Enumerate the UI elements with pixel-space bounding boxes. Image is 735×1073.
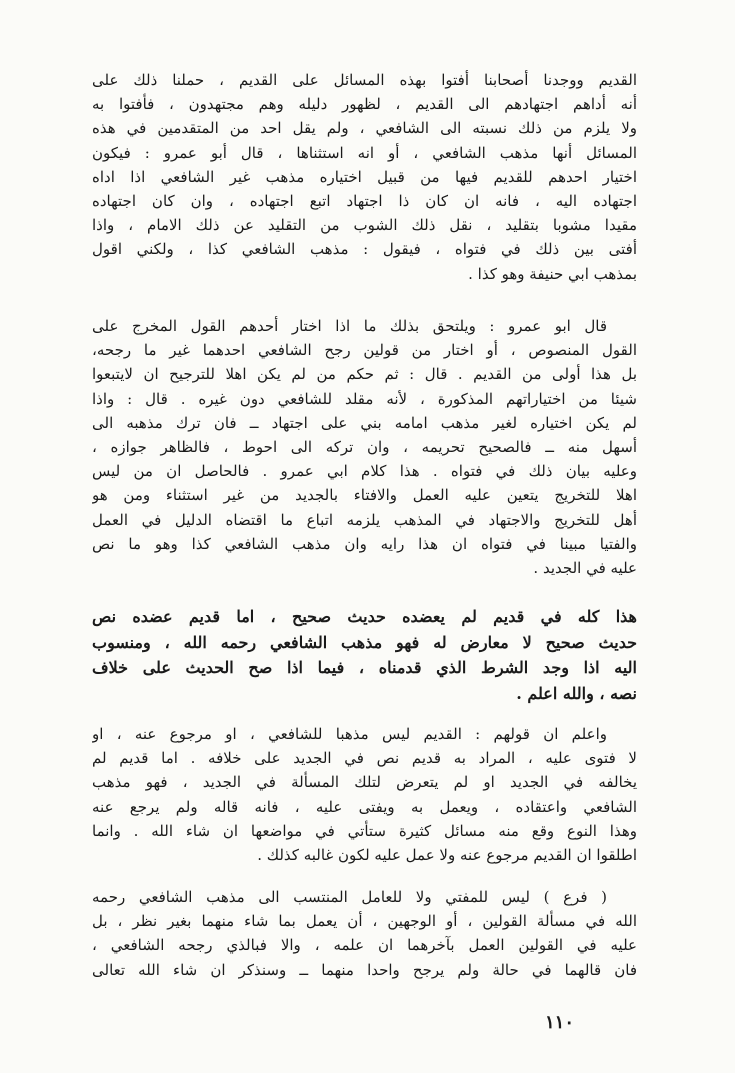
- text-line: عليه في القولين العمل بآخرهما ان علمه ، والا فبالذي رجحه الشافعي ،: [92, 936, 637, 955]
- text-line: يخالفه في الجديد او لم يتعرض لتلك المسألة في الجديد ، فهو مذهب: [92, 773, 637, 792]
- text-line: الله في مسألة القولين ، أو الوجهين ، أن يعمل بما شاء منهما بغير نظر ، بل: [92, 912, 637, 931]
- text-line: قال ابو عمرو : ويلتحق بذلك ما اذا اختار أحدهم القول المخرج على: [92, 317, 607, 335]
- text-line: أهل للتخريج والاجتهاد في المذهب يلزمه اتباع ما اقتضاه الدليل في العمل: [92, 510, 637, 529]
- text-line: اجتهاده اليه ، فانه ان كان ذا اجتهاد اتبع اجتهاده ، وان كان اجتهاده: [92, 191, 637, 210]
- text-line: اختيار احدهم للقديم فيها من قبيل اختياره مذهب غير الشافعي اذا اداه: [92, 167, 637, 186]
- text-line: ولا يلزم من ذلك نسبته الى الشافعي ، ولم يقل احد من المتقدمين في هذه: [92, 119, 637, 138]
- text-line: القول المنصوص ، أو اختار من قولين رجح الشافعي احدهما غير ما رجحه،: [92, 341, 637, 360]
- text-line: شيئا من اختياراتهم المذكورة ، لأنه مقلد للشافعي دون غيره . قال : واذا: [92, 389, 637, 408]
- text-line: بمذهب ابي حنيفة وهو كذا .: [468, 264, 637, 283]
- text-line: هذا كله في قديم لم يعضده حديث صحيح ، اما قديم عضده نص: [92, 607, 637, 626]
- text-line: وهذا النوع وقع منه مسائل كثيرة ستأتي في مواضعها ان شاء الله . وانما: [92, 821, 637, 840]
- text-line: حديث صحيح لا معارض له فهو مذهب الشافعي رحمه الله ، ومنسوب: [92, 632, 637, 652]
- text-line: لا فتوى عليه ، المراد به قديم نص في الجديد على خلافه . اما قديم لم: [92, 749, 637, 768]
- paragraph-4: [92, 722, 637, 867]
- text-line: فان قالهما في حالة ولم يرجح واحدا منهما ــ وسنذكر ان شاء الله تعالى: [92, 960, 637, 979]
- paragraph-2: [92, 314, 637, 580]
- text-line: أنه أداهم اجتهادهم الى القديم ، لظهور دليله وهم مجتهدون ، فأفتوا به: [92, 95, 637, 114]
- text-line: أسهل منه ــ فالصحيح تحريمه ، وان تركه الى احوط ، فالظاهر جوازه ،: [92, 437, 637, 456]
- text-line: الشافعي واعتقاده ، ويعمل به ويفتى عليه ، فانه قاله ولم يرجع عنه: [92, 797, 637, 816]
- text-line: أفتى بين ذلك في فتواه ، فيقول : مذهب الشافعي كذا ، ولكني اقول: [92, 240, 637, 259]
- paragraph-1: [92, 68, 637, 286]
- text-line: وعليه بيان ذلك في فتواه . هذا كلام ابي عمرو . فالحاصل ان من ليس: [92, 462, 637, 481]
- text-line: عليه في الجديد .: [533, 558, 637, 577]
- text-line: اطلقوا ان القديم مرجوع عنه ولا عمل عليه لكون غالبه كذلك .: [257, 845, 637, 864]
- text-line: المسائل أنها مذهب الشافعي ، أو انه استثناها ، قال أبو عمرو : فيكون: [92, 143, 637, 162]
- page-number: ١١٠: [545, 1012, 575, 1033]
- text-line: اليه اذا وجد الشرط الذي قدمناه ، فيما اذا صح الحديث على خلاف: [92, 658, 637, 677]
- text-line: والفتيا مبينا في فتواه ان هذا رايه وان مذهب الشافعي كذا وهو ما نص: [92, 534, 637, 553]
- text-line: نصه ، والله اعلم .: [516, 683, 637, 703]
- text-line: ( فرع ) ليس للمفتي ولا للعامل المنتسب الى مذهب الشافعي رحمه: [92, 888, 607, 906]
- text-line: واعلم ان قولهم : القديم ليس مذهبا للشافعي ، او مرجوع عنه ، او: [92, 725, 607, 743]
- text-line: لم يكن اختياره لغير مذهب امامه بني على اجتهاد ــ فان ترك مذهبه الى: [92, 413, 637, 432]
- text-line: مقيدا مشوبا بتقليد ، نقل ذلك الشوب من التقليد عن ذلك الامام ، واذا: [92, 216, 637, 235]
- text-line: بل هذا أولى من القديم . قال : ثم حكم من لم يكن اهلا للترجيح ان لايتبعوا: [92, 365, 637, 384]
- paragraph-5-far: [92, 885, 637, 982]
- text-line: القديم ووجدنا أصحابنا أفتوا بهذه المسائل على القديم ، حملنا ذلك على: [92, 71, 637, 89]
- text-line: اهلا للتخريج يتعين عليه العمل والافتاء بالجديد من غير استثناء ومن هو: [92, 486, 637, 505]
- paragraph-3-bold: [92, 604, 637, 706]
